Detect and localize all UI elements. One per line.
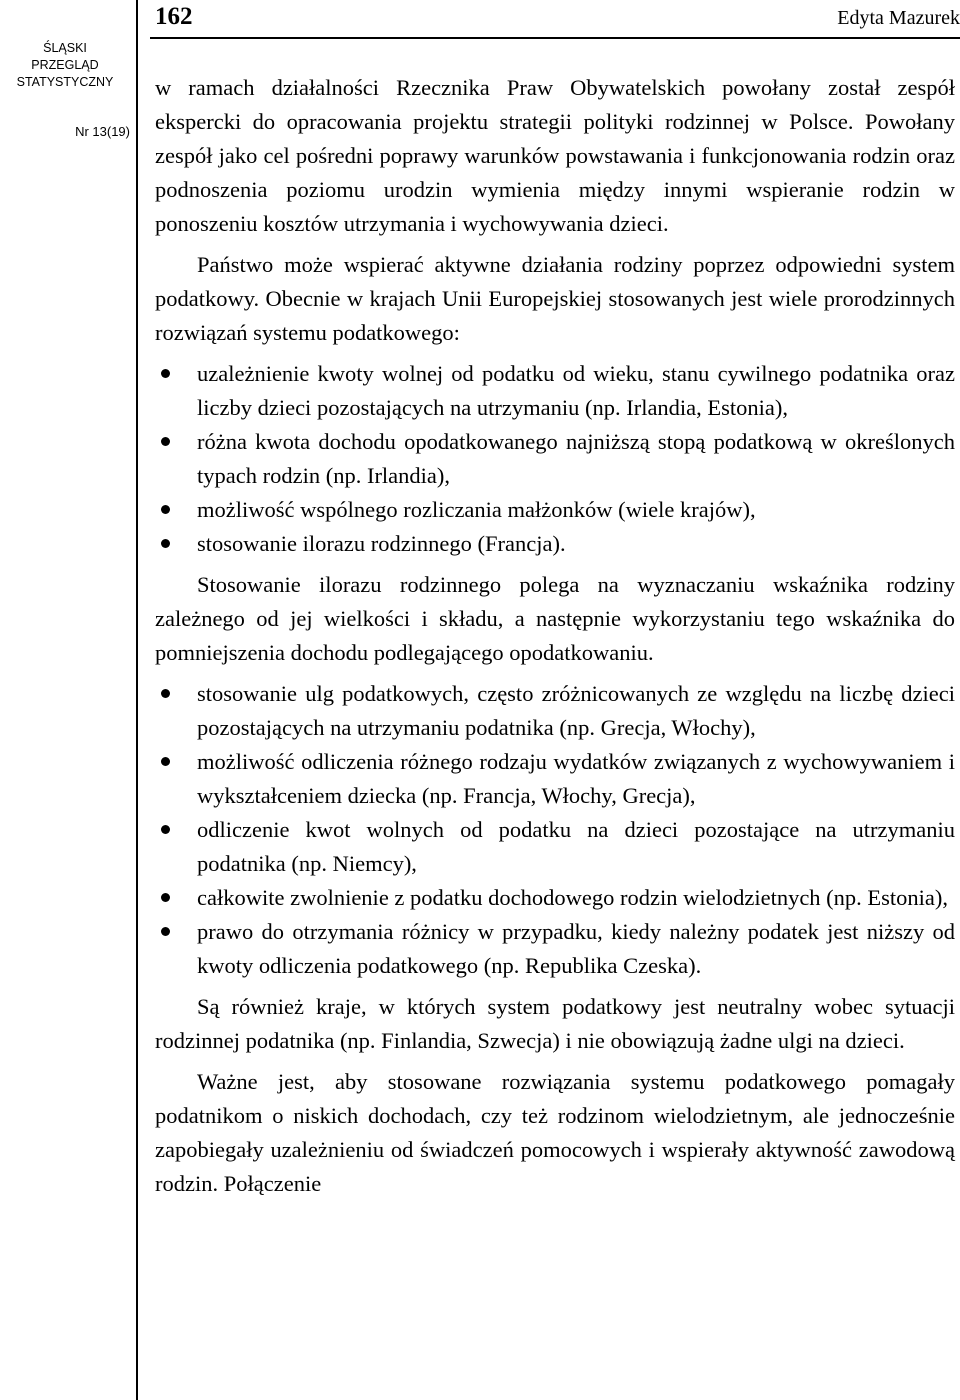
bullet-icon (161, 893, 170, 902)
list-item-text: różna kwota dochodu opodatkowanego najniższą stopą podatkową w określonych typach rodzin (np. Irlandia), (197, 429, 955, 488)
main-text (155, 71, 955, 1208)
list-item (155, 677, 955, 745)
bullet-icon (161, 757, 170, 766)
bullet-icon (161, 505, 170, 514)
bullet-icon (161, 689, 170, 698)
journal-issue-number: Nr 13(19) (75, 124, 130, 139)
paragraph: Są również kraje, w których system podatkowy jest neutralny wobec sytuacji rodzinnej podatnika (np. Finlandia, Szwecja) i nie obowiązują żadne ulgi na dzieci. (155, 994, 955, 1053)
list-item-text: całkowite zwolnienie z podatku dochodowego rodzin wielodzietnych (np. Estonia), (197, 885, 949, 910)
bullet-list (155, 357, 955, 561)
paragraph: Stosowanie ilorazu rodzinnego polega na wyznaczaniu wskaźnika rodziny zależnego od jej wielkości i składu, a następnie wykorzystaniu tego wskaźnika do pomniejszenia dochodu podlegającego opodatkowaniu. (155, 572, 955, 665)
bullet-icon (161, 825, 170, 834)
list-item-text: odliczenie kwot wolnych od podatku na dzieci pozostające na utrzymaniu podatnika (np. Niemcy), (197, 817, 955, 876)
bullet-icon (161, 437, 170, 446)
paragraph: Państwo może wspierać aktywne działania rodziny poprzez odpowiedni system podatkowy. Obecnie w krajach Unii Europejskiej stosowanych jest wiele prorodzinnych rozwiązań systemu podatkowego: (155, 252, 955, 345)
list-item (155, 357, 955, 425)
list-item-text: możliwość wspólnego rozliczania małżonków (wiele krajów), (197, 497, 756, 522)
journal-name-line: PRZEGLĄD (31, 58, 99, 72)
list-item-text: uzależnienie kwoty wolnej od podatku od wieku, stanu cywilnego podatnika oraz liczby dzieci pozostających na utrzymaniu (np. Irlandia, Estonia), (197, 361, 955, 420)
paragraph: w ramach działalności Rzecznika Praw Obywatelskich powołany został zespół ekspercki do opracowania projektu strategii polityki rodzinnej w Polsce. Powołany zespół jako cel pośredni poprawy warunków powstawania i funkcjonowania rodzin oraz podnoszenia poziomu urodzin wymienia między innymi wspieranie rodzin w ponoszeniu kosztów utrzymania i wychowywania dzieci. (155, 75, 955, 236)
bullet-list (155, 677, 955, 983)
margin-rule (136, 0, 138, 1400)
journal-name-line: ŚLĄSKI (43, 41, 87, 55)
list-item (155, 745, 955, 813)
list-item (155, 493, 955, 527)
bullet-icon (161, 927, 170, 936)
bullet-icon (161, 539, 170, 548)
list-item-text: możliwość odliczenia różnego rodzaju wydatków związanych z wychowywaniem i wykształceniem dziecka (np. Francja, Włochy, Grecja), (197, 749, 955, 808)
header-rule (150, 37, 960, 39)
paragraph: Ważne jest, aby stosowane rozwiązania systemu podatkowego pomagały podatnikom o niskich dochodach, czy też rodzinom wielodzietnym, ale jednocześnie zapobiegały uzależnieniu od świadczeń pomocowych i wspierały aktywność zawodową rodzin. Połączenie (155, 1069, 955, 1196)
list-item (155, 881, 955, 915)
bullet-icon (161, 369, 170, 378)
journal-name (0, 40, 130, 91)
page-number: 162 (155, 3, 193, 30)
list-item (155, 813, 955, 881)
list-item (155, 915, 955, 983)
running-header-author: Edyta Mazurek (837, 7, 960, 29)
list-item (155, 527, 955, 561)
list-item-text: stosowanie ulg podatkowych, często zróżnicowanych ze względu na liczbę dzieci pozostających na utrzymaniu podatnika (np. Grecja, Włochy), (197, 681, 955, 740)
journal-name-line: STATYSTYCZNY (16, 75, 114, 89)
list-item-text: stosowanie ilorazu rodzinnego (Francja). (197, 531, 566, 556)
list-item-text: prawo do otrzymania różnicy w przypadku, kiedy należny podatek jest niższy od kwoty odliczenia podatkowego (np. Republika Czeska). (197, 919, 955, 978)
list-item (155, 425, 955, 493)
